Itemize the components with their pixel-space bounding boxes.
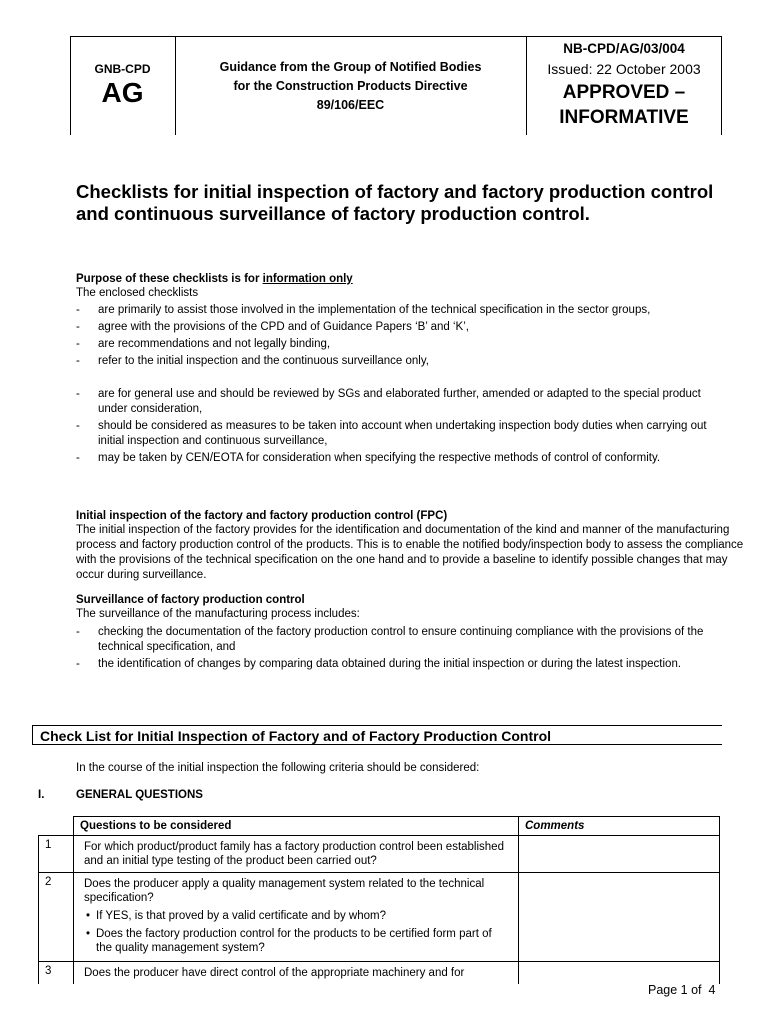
table-header-row: [39, 817, 720, 836]
list-item: - may be taken by CEN/EOTA for consideration when specifying the respective methods of control of conformity.: [76, 452, 661, 464]
table-row: [39, 836, 720, 873]
table-row: [39, 873, 720, 962]
initial-body: The initial inspection of the factory provides for the identification and documentation of the kind and manner of the manufacturing process and factory production control of the products. This is to enable the notified body/inspection body to assess the compliance with the provisions of the technical specification on the one hand and to provide a baseline to identify possible changes that may occur during surveillance.: [76, 524, 744, 581]
list-item: - agree with the provisions of the CPD and of Guidance Papers ‘B’ and ‘K’,: [76, 321, 469, 333]
org-code: GNB-CPD: [94, 62, 151, 76]
question-bullets: [84, 909, 508, 955]
comment-cell[interactable]: [519, 873, 720, 962]
header-doc-info: [526, 40, 722, 130]
document-header: [70, 36, 722, 135]
purpose-heading-emphasis: information only: [262, 273, 353, 285]
purpose-list-2: [76, 387, 726, 466]
question-text: For which product/product family has a factory production control been established and an initial type testing of the product been carried out?: [74, 836, 519, 873]
question-text: Does the producer have direct control of the appropriate machinery and for: [74, 962, 519, 985]
comment-cell[interactable]: [519, 836, 720, 873]
header-top-rule: [70, 36, 722, 37]
questions-column-header: Questions to be considered: [74, 817, 519, 836]
list-item: - the identification of changes by comparing data obtained during the initial inspection or during the latest inspection.: [76, 658, 682, 670]
document-title: Checklists for initial inspection of factory and factory production control and continuous surveillance of factory production control.: [76, 181, 714, 224]
header-desc-line: Guidance from the Group of Notified Bodies: [219, 60, 482, 74]
row-number: 1: [39, 836, 74, 873]
header-desc-line: 89/106/EEC: [316, 98, 385, 112]
comment-cell[interactable]: [519, 962, 720, 985]
initial-heading: Initial inspection of the factory and factory production control (FPC): [76, 510, 448, 522]
surveillance-heading: Surveillance of factory production control: [76, 594, 305, 606]
question-text: Does the producer apply a quality management system related to the technical specification?: [84, 878, 485, 904]
list-item: - are for general use and should be reviewed by SGs and elaborated further, amended or adapted to the special product under consideration,: [76, 388, 701, 415]
question-cell: [74, 873, 519, 962]
checklist-heading: Check List for Initial Inspection of Factory and of Factory Production Control: [32, 725, 722, 745]
row-number: 3: [39, 962, 74, 985]
doc-status: INFORMATIVE: [559, 107, 689, 128]
purpose-heading: [76, 272, 726, 287]
purpose-intro: The enclosed checklists: [76, 287, 199, 299]
header-description: [175, 58, 526, 115]
surveillance-intro: The surveillance of the manufacturing process includes:: [76, 608, 360, 620]
org-abbrev: AG: [101, 77, 144, 108]
section-number: I.: [38, 789, 45, 801]
list-item: - should be considered as measures to be taken into account when undertaking inspection body duties when carrying out initial inspection and continuous surveillance,: [76, 420, 707, 447]
page-number: Page 1 of 4: [648, 983, 716, 997]
bullet-item: • Does the factory production control for the products to be certified form part of the quality management system?: [84, 927, 508, 955]
questions-table: [38, 816, 720, 984]
bullet-item: • If YES, is that proved by a valid certificate and by whom?: [84, 909, 508, 923]
table-row: [39, 962, 720, 985]
surveillance-list: [76, 625, 726, 672]
doc-reference: NB-CPD/AG/03/004: [563, 41, 685, 56]
checklist-intro: In the course of the initial inspection the following criteria should be considered:: [76, 762, 480, 774]
section-title: GENERAL QUESTIONS: [76, 789, 203, 801]
doc-status: APPROVED –: [562, 82, 686, 103]
header-org-block: [70, 62, 175, 108]
row-number: 2: [39, 873, 74, 962]
list-item: - are recommendations and not legally binding,: [76, 338, 331, 350]
comments-column-header: Comments: [519, 817, 720, 836]
list-item: - are primarily to assist those involved in the implementation of the technical specification in the sector groups,: [76, 304, 651, 316]
list-item: - checking the documentation of the factory production control to ensure continuing compliance with the provisions of the technical specification, and: [76, 626, 704, 653]
header-desc-line: for the Construction Products Directive: [233, 79, 468, 93]
list-item: - refer to the initial inspection and the continuous surveillance only,: [76, 355, 429, 367]
issued-date: Issued: 22 October 2003: [547, 61, 701, 77]
purpose-list: [76, 303, 726, 369]
purpose-heading-prefix: Purpose of these checklists is for: [76, 273, 263, 285]
